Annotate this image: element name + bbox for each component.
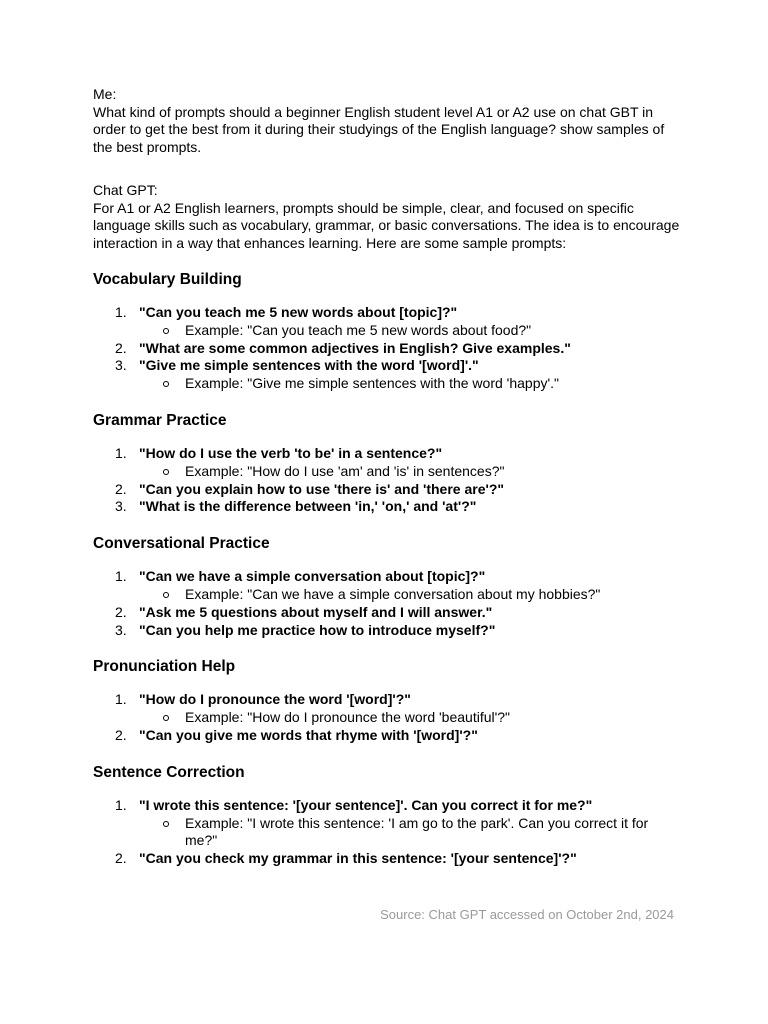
example-list (139, 586, 683, 604)
list-item (93, 481, 683, 499)
list-number: 1. (115, 568, 127, 585)
section-heading: Sentence Correction (93, 763, 245, 781)
list-number: 2. (115, 726, 127, 743)
list-number: 2. (115, 480, 127, 497)
list-item (93, 691, 683, 727)
hollow-bullet-icon (163, 715, 169, 721)
section-heading: Grammar Practice (93, 411, 227, 429)
list-item (93, 357, 683, 393)
list-number: 3. (115, 498, 127, 515)
sample-prompt: "What are some common adjectives in English? Give examples." (139, 339, 571, 356)
sample-prompt: "Can you give me words that rhyme with '[word]'?" (139, 726, 478, 743)
sample-prompt: "Can you teach me 5 new words about [topic]?" (139, 304, 458, 320)
sample-prompt: "Can you explain how to use 'there is' and 'there are'?" (139, 480, 505, 497)
prompt-list (93, 304, 683, 393)
list-number: 1. (115, 796, 127, 813)
example-text: Example: "Can we have a simple conversation about my hobbies?" (185, 585, 601, 602)
list-item (93, 727, 683, 745)
sample-prompt: "Can you check my grammar in this sentence: '[your sentence]'?" (139, 850, 577, 867)
section-heading: Pronunciation Help (93, 658, 236, 676)
document-page (93, 86, 683, 868)
hollow-bullet-icon (163, 381, 169, 387)
prompt-list (93, 797, 683, 868)
sample-prompt: "I wrote this sentence: '[your sentence]'. Can you correct it for me?" (139, 796, 593, 813)
example-item (139, 586, 683, 604)
hollow-bullet-icon (163, 469, 169, 475)
hollow-bullet-icon (163, 328, 169, 334)
sample-prompt: "Can we have a simple conversation about [topic]?" (139, 568, 486, 585)
example-item (139, 322, 683, 340)
example-list (139, 375, 683, 393)
list-item (93, 445, 683, 481)
sample-prompt: "How do I pronounce the word '[word]'?" (139, 691, 411, 708)
example-item (139, 375, 683, 393)
list-item (93, 340, 683, 358)
list-number: 1. (115, 304, 127, 320)
example-text: Example: "How do I use 'am' and 'is' in sentences?" (185, 462, 505, 479)
example-text: Example: "I wrote this sentence: 'I am go to the park'. Can you correct it for me?" (185, 814, 649, 849)
prompt-list (93, 691, 683, 744)
sample-prompt: "Give me simple sentences with the word '[word]'." (139, 357, 479, 374)
list-item (93, 304, 683, 340)
list-item (93, 850, 683, 868)
example-text: Example: "How do I pronounce the word 'beautiful'?" (185, 709, 511, 726)
sample-prompt: "Ask me 5 questions about myself and I will answer." (139, 603, 493, 620)
list-number: 2. (115, 603, 127, 620)
section-heading: Vocabulary Building (93, 271, 242, 288)
list-item (93, 568, 683, 604)
example-list (139, 815, 683, 851)
example-text: Example: "Can you teach me 5 new words about food?" (185, 321, 532, 338)
example-item (139, 463, 683, 481)
list-item (93, 797, 683, 850)
me-question: What kind of prompts should a beginner English student level A1 or A2 use on chat GBT in order to get the best from it during their studyings of the English language? show samples of the best prompts. (93, 103, 665, 155)
list-item (93, 622, 683, 640)
list-number: 3. (115, 357, 127, 374)
example-list (139, 463, 683, 481)
list-number: 2. (115, 339, 127, 356)
list-number: 3. (115, 621, 127, 638)
sample-prompt: "How do I use the verb 'to be' in a sentence?" (139, 444, 443, 461)
sections-container (93, 270, 683, 868)
list-number: 2. (115, 850, 127, 867)
me-label: Me: (93, 86, 117, 102)
example-list (139, 322, 683, 340)
example-list (139, 709, 683, 727)
list-number: 1. (115, 691, 127, 708)
prompt-list (93, 568, 683, 639)
hollow-bullet-icon (163, 592, 169, 598)
sample-prompt: "Can you help me practice how to introduce myself?" (139, 621, 496, 638)
list-number: 1. (115, 444, 127, 461)
section-heading: Conversational Practice (93, 535, 270, 553)
source-citation: Source: Chat GPT accessed on October 2nd, 2024 (380, 907, 674, 922)
example-text: Example: "Give me simple sentences with the word 'happy'." (185, 375, 560, 392)
prompt-list (93, 445, 683, 516)
sample-prompt: "What is the difference between 'in,' 'on,' and 'at'?" (139, 498, 477, 515)
list-item (93, 604, 683, 622)
example-item (139, 709, 683, 727)
list-item (93, 498, 683, 516)
gpt-label: Chat GPT: (93, 182, 158, 198)
spacer (93, 156, 683, 182)
gpt-answer: For A1 or A2 English learners, prompts should be simple, clear, and focused on specific language skills such as vocabulary, grammar, or basic conversations. The idea is to encourage interaction in a way that enhances learning. Here are some sample prompts: (93, 199, 680, 251)
example-item (139, 815, 683, 851)
hollow-bullet-icon (163, 821, 169, 827)
